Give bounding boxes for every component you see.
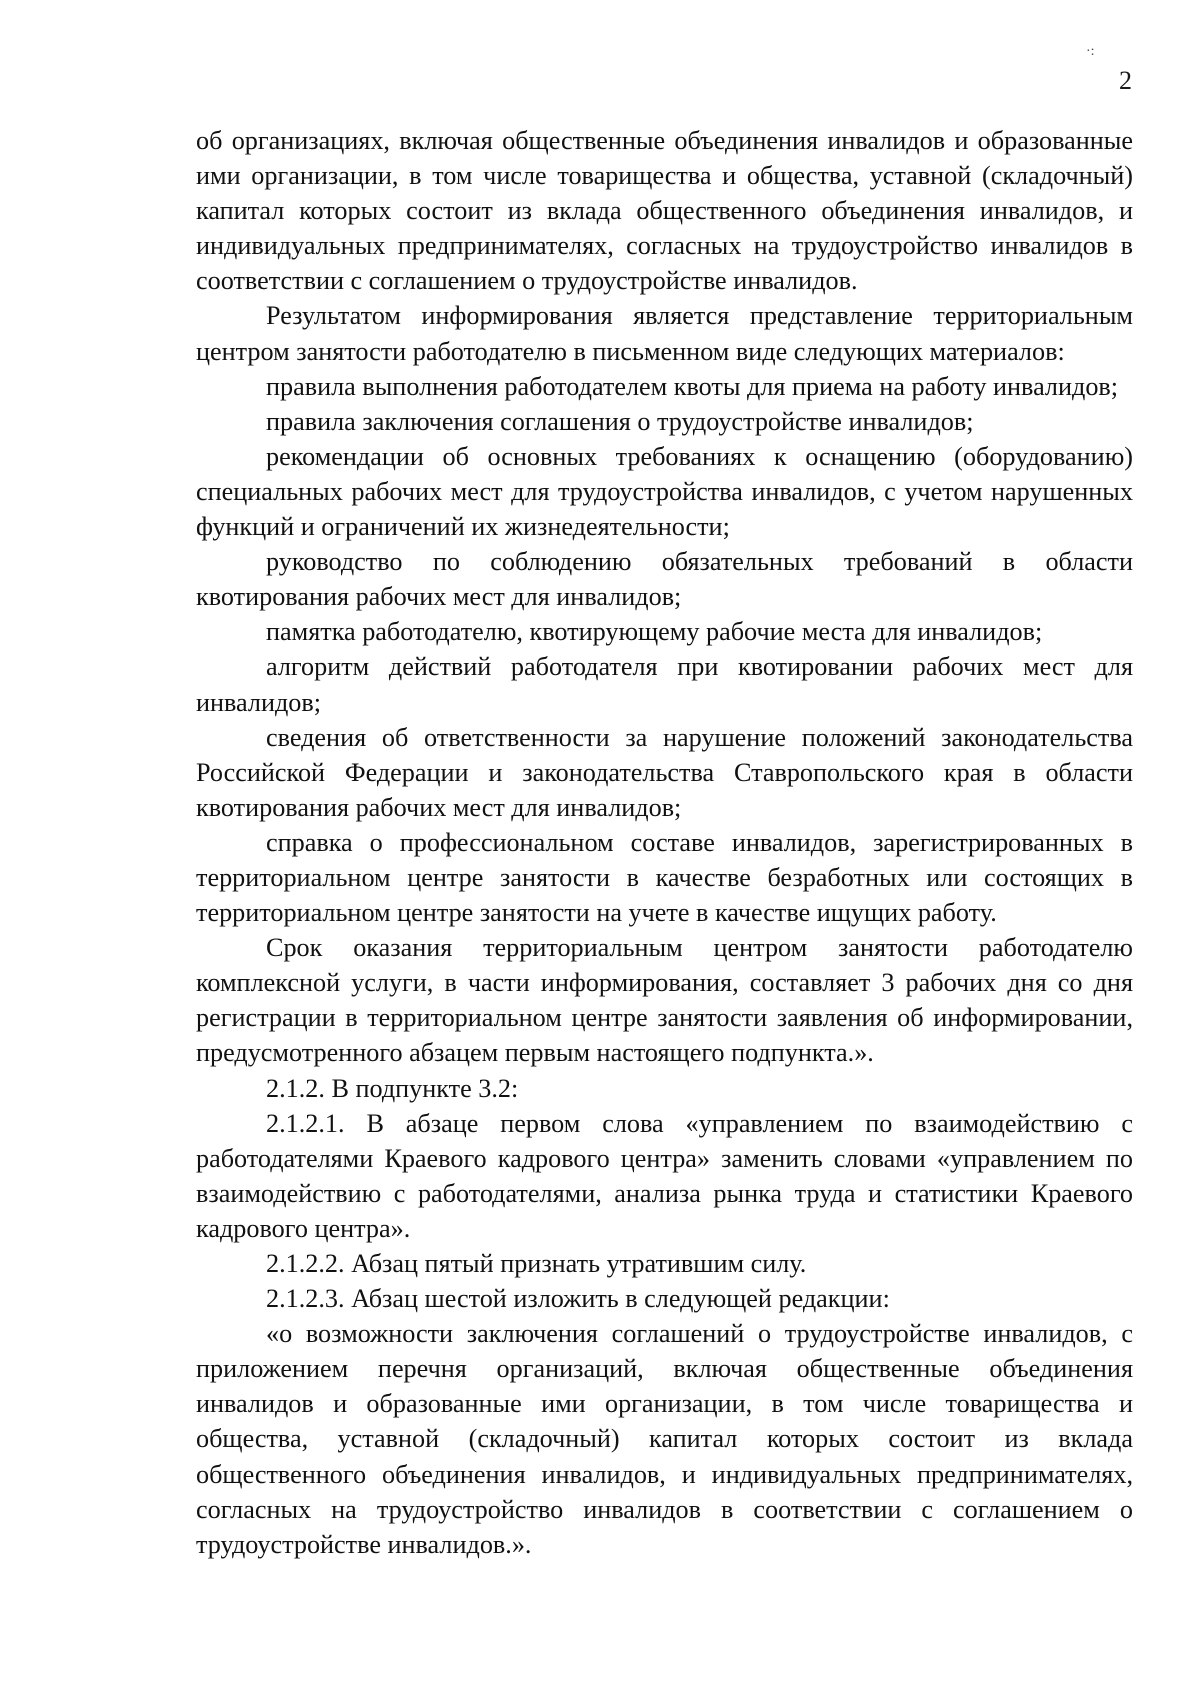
paragraph: руководство по соблюдению обязательных требований в области квотирования рабочих мест для инвалидов; xyxy=(196,547,1133,612)
document-body xyxy=(196,123,1133,1562)
scan-speck: ·: xyxy=(1086,44,1095,59)
paragraph: правила заключения соглашения о трудоустройстве инвалидов; xyxy=(266,406,974,436)
paragraph: правила выполнения работодателем квоты для приема на работу инвалидов; xyxy=(266,371,1119,401)
paragraph: 2.1.2.2. Абзац пятый признать утратившим силу. xyxy=(266,1249,807,1278)
paragraph: рекомендации об основных требованиях к оснащению (оборудованию) специальных рабочих мест для трудоустройства инвалидов, с учетом нарушенных функций и ограничений их жизнедеятельности; xyxy=(196,441,1133,542)
paragraph: сведения об ответственности за нарушение положений законодательства Российской Федерации и законодательства Ставропольского края в области квотирования рабочих мест для инвалидов; xyxy=(196,722,1133,822)
paragraph: «о возможности заключения соглашений о трудоустройстве инвалидов, с приложением перечня организаций, включая общественные объединения инвалидов и образованные ими организации, в том числе товарищества и общества, уставной (складочный) капитал которых состоит из вклада общественного объединения инвалидов, и индивидуальных предпринимателях, согласных на трудоустройство инвалидов в соответствии с соглашением о трудоустройстве инвалидов.». xyxy=(196,1319,1133,1559)
page-number: 2 xyxy=(1119,66,1132,95)
paragraph: Результатом информирования является представление территориальным центром занятости работодателю в письменном виде следующих материалов: xyxy=(196,301,1133,366)
paragraph: об организациях, включая общественные объединения инвалидов и образованные ими организации, в том числе товарищества и общества, уставной (складочный) капитал которых состоит из вклада общественного объединения инвалидов, и индивидуальных предпринимателях, согласных на трудоустройство инвалидов в соответствии с соглашением о трудоустройстве инвалидов. xyxy=(196,126,1133,296)
paragraph: памятка работодателю, квотирующему рабочие места для инвалидов; xyxy=(266,617,1043,647)
paragraph: 2.1.2.1. В абзаце первом слова «управлением по взаимодействию с работодателями Краевого кадрового центра» заменить словами «управлением по взаимодействию с работодателями, анализа рынка труда и статистики Краевого кадрового центра». xyxy=(196,1108,1133,1243)
paragraph: Срок оказания территориальным центром занятости работодателю комплексной услуги, в части информирования, составляет 3 рабочих дня со дня регистрации в территориальном центре занятости заявления об информировании, предусмотренного абзацем первым настоящего подпункта.». xyxy=(196,933,1133,1068)
paragraph: алгоритм действий работодателя при квотировании рабочих мест для инвалидов; xyxy=(196,652,1133,717)
paragraph: 2.1.2.3. Абзац шестой изложить в следующей редакции: xyxy=(266,1284,890,1314)
paragraph: 2.1.2. В подпункте 3.2: xyxy=(266,1073,519,1103)
paragraph: справка о профессиональном составе инвалидов, зарегистрированных в территориальном центре занятости в качестве безработных или состоящих в территориальном центре занятости на учете в качестве ищущих работу. xyxy=(196,827,1133,928)
